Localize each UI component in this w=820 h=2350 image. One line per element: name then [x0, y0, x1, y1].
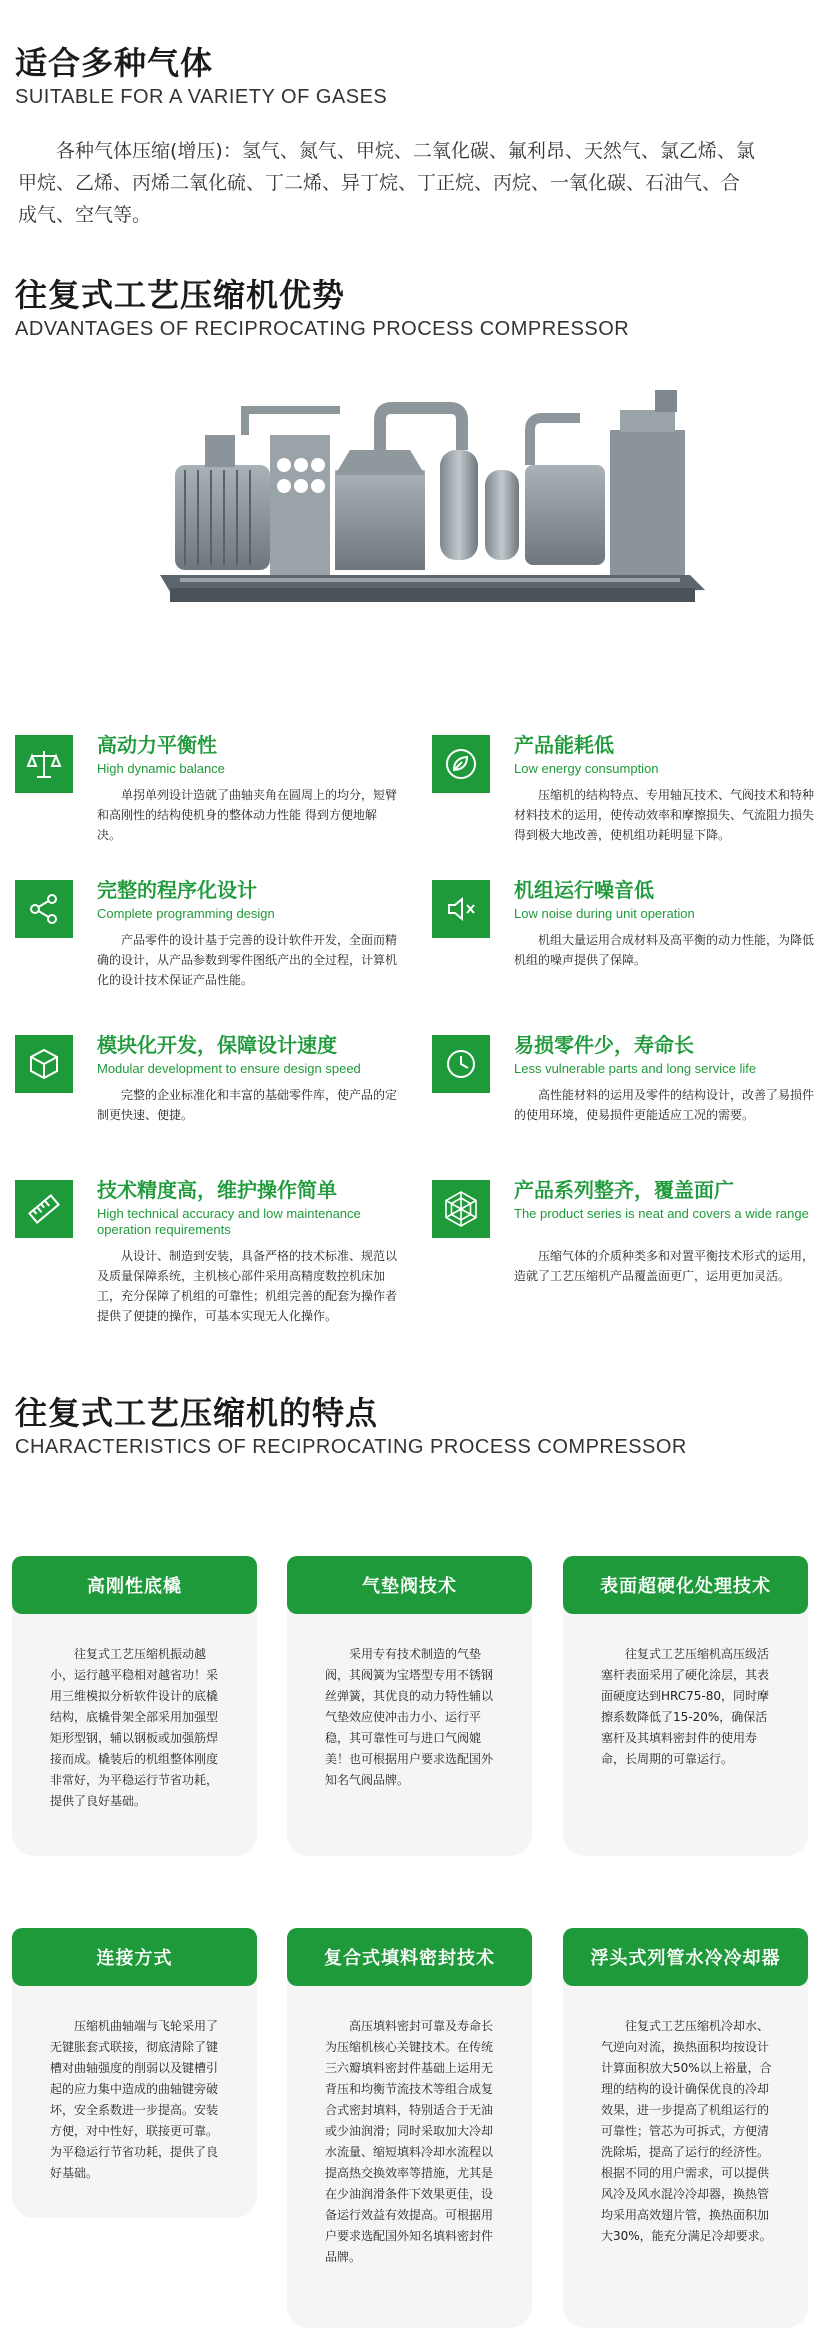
advantage-title: 机组运行噪音低 — [514, 878, 654, 902]
advantage-title: 产品能耗低 — [514, 733, 614, 757]
characteristic-card-hardening — [563, 1556, 808, 1856]
card-body: 往复式工艺压缩机高压级活塞杆表面采用了硬化涂层，其表面硬度达到HRC75-80，同时摩擦系数降低了15-20%，确保活塞杆及其填料密封件的使用寿命，长周期的可靠运行。 — [601, 1647, 770, 1766]
advantage-subtitle-en: The product series is neat and covers a wide range — [514, 1206, 809, 1221]
advantages-section-subtitle: ADVANTAGES OF RECIPROCATING PROCESS COMPRESSOR — [15, 318, 630, 340]
advantages-section-title: 往复式工艺压缩机优势 — [15, 276, 346, 314]
speaker-mute-icon — [432, 880, 490, 938]
card-body: 往复式工艺压缩机冷却水、气逆向对流，换热面积均按设计计算面积放大50%以上裕量，合理的结构的设计确保优良的冷却效果，进一步提高了机组运行的可靠性；管芯为可拆式，方便清洗除垢，提高了运行的经济性。根据不同的用户需求，可以提供风冷及风水混冷冷却器，换热管均采用高效翅片管，换热面积加大30%，能充分满足冷却要求。 — [601, 2019, 772, 2243]
characteristic-card-packing-seal — [287, 1928, 532, 2328]
card-body: 压缩机曲轴端与飞轮采用了无键胀套式联接，彻底清除了键槽对曲轴强度的削弱以及键槽引起的应力集中造成的曲轴键旁破坏，安全系数进一步提高。安装方便，对中性好，联接更可靠。为平稳运行节省功耗，提供了良好基础。 — [50, 2019, 219, 2180]
advantage-title: 完整的程序化设计 — [97, 878, 257, 902]
advantage-subtitle-en: Complete programming design — [97, 906, 275, 921]
card-title: 气垫阀技术 — [287, 1556, 532, 1614]
advantage-title: 产品系列整齐，覆盖面广 — [514, 1178, 734, 1202]
characteristic-card-valve — [287, 1556, 532, 1856]
hexagon-icon — [432, 1180, 490, 1238]
card-body: 采用专有技术制造的气垫阀，其阀簧为宝塔型专用不锈钢丝弹簧，其优良的动力特性辅以气垫效应使冲击力小、运行平稳，其可靠性可与进口气阀媲美！也可根据用户要求选配国外知名气阀品牌。 — [325, 1647, 494, 1787]
advantage-description: 完整的企业标准化和丰富的基础零件库，使产品的定制更快速、便捷。 — [97, 1088, 398, 1122]
card-title: 连接方式 — [12, 1928, 257, 1986]
balance-scale-icon — [15, 735, 73, 793]
characteristics-section-title: 往复式工艺压缩机的特点 — [15, 1394, 379, 1432]
advantage-title: 易损零件少，寿命长 — [514, 1033, 694, 1057]
card-title: 复合式填料密封技术 — [287, 1928, 532, 1986]
advantage-title: 模块化开发，保障设计速度 — [97, 1033, 337, 1057]
card-title: 表面超硬化处理技术 — [563, 1556, 808, 1614]
cube-icon — [15, 1035, 73, 1093]
gases-description: 各种气体压缩(增压)：氢气、氮气、甲烷、二氧化碳、氟利昂、天然气、氯乙烯、氯甲烷、乙烯、丙烯二氧化硫、丁二烯、异丁烷、丁正烷、丙烷、一氧化碳、石油气、合成气、空气等。 — [18, 140, 755, 226]
advantage-description: 机组大量运用合成材料及高平衡的动力性能，为降低机组的噪声提供了保障。 — [514, 933, 815, 967]
characteristics-section-subtitle: CHARACTERISTICS OF RECIPROCATING PROCESS COMPRESSOR — [15, 1436, 687, 1458]
advantage-description: 高性能材料的运用及零件的结构设计，改善了易损件的使用环境，使易损件更能适应工况的需要。 — [514, 1088, 815, 1122]
characteristic-card-skid — [12, 1556, 257, 1856]
gases-section-subtitle: SUITABLE FOR A VARIETY OF GASES — [15, 86, 388, 108]
advantage-subtitle-en: High dynamic balance — [97, 761, 225, 776]
advantage-description: 压缩气体的介质种类多和对置平衡技术形式的运用，造就了工艺压缩机产品覆盖面更广，运用更加灵活。 — [514, 1249, 815, 1283]
advantage-description: 压缩机的结构特点、专用轴瓦技术、气阀技术和特种材料技术的运用，使传动效率和摩擦损失、气流阻力损失得到极大地改善，使机组功耗明显下降。 — [514, 788, 815, 842]
advantage-description: 从设计、制造到安装，具备严格的技术标准、规范以及质量保障系统，主机核心部件采用高精度数控机床加工，充分保障了机组的可靠性；机组完善的配套为操作者提供了便捷的操作，可基本实现无人化操作。 — [97, 1249, 398, 1323]
characteristic-card-connection — [12, 1928, 257, 2218]
advantage-title: 技术精度高，维护操作简单 — [97, 1178, 337, 1202]
card-title: 浮头式列管水冷冷却器 — [563, 1928, 808, 1986]
advantage-subtitle-en: Modular development to ensure design speed — [97, 1061, 361, 1076]
card-body: 高压填料密封可靠及寿命长为压缩机核心关键技术。在传统三六瓣填料密封件基础上运用无背压和均衡节流技术等组合成复合式密封填料，特别适合于无油或少油润滑；同时采取加大冷却水流量、缩短填料冷却水流程以 提高热交换效率等措施，尤其是在少油润滑条件下效果更佳，设备运行效益有效提高。可根据用户要求选配国外知名填料密封件品牌。 — [325, 2019, 494, 2264]
card-body: 往复式工艺压缩机振动越小，运行越平稳相对越省功！采用三维模拟分析软件设计的底橇结构，底橇骨架全部采用加强型矩形型钢，辅以钢板或加强筋焊接而成。橇装后的机组整体刚度非常好，为平稳运行节省功耗，提供了良好基础。 — [50, 1647, 219, 1808]
advantage-title: 高动力平衡性 — [97, 733, 217, 757]
compressor-illustration — [150, 390, 710, 620]
share-nodes-icon — [15, 880, 73, 938]
leaf-icon — [432, 735, 490, 793]
advantage-subtitle-en: Low energy consumption — [514, 761, 659, 776]
advantage-description: 单拐单列设计造就了曲轴夹角在圆周上的均分，短臂和高刚性的结构使机身的整体动力性能 得到方便地解决。 — [97, 788, 398, 842]
advantage-subtitle-en: Low noise during unit operation — [514, 906, 695, 921]
gases-section-title: 适合多种气体 — [15, 44, 214, 82]
card-title: 高刚性底橇 — [12, 1556, 257, 1614]
ruler-icon — [15, 1180, 73, 1238]
clock-icon — [432, 1035, 490, 1093]
advantage-subtitle-en: Less vulnerable parts and long service life — [514, 1061, 757, 1076]
characteristic-card-cooler — [563, 1928, 808, 2328]
advantage-subtitle-en: High technical accuracy and low maintenance operation requirements — [97, 1206, 361, 1237]
advantage-description: 产品零件的设计基于完善的设计软件开发，全面而精确的设计，从产品参数到零件图纸产出的全过程，计算机化的设计技术保证产品性能。 — [97, 933, 398, 987]
